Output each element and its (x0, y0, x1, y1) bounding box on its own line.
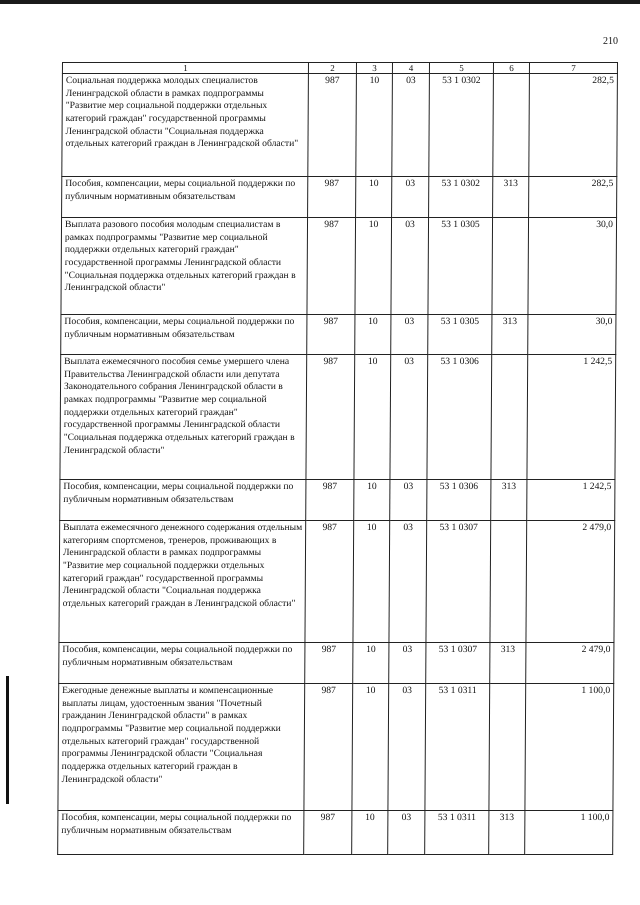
row-code-subsection: 03 (389, 521, 427, 643)
row-code-expense (490, 521, 527, 643)
row-description: Выплата ежемесячного пособия семье умершего члена Правительства Ленинградской области или депутата Законодательного собрания Ленинградской области в рамках подпрограммы "Развитие мер социальной поддержки отдельных категорий граждан" государственной программы Ленинградской области "Социальная поддержка отдельных категорий граждан в Ленинградской области" (60, 355, 307, 480)
table-row (62, 177, 617, 218)
row-code-target: 53 1 0302 (429, 177, 493, 218)
row-code-section: 10 (355, 218, 392, 315)
row-code-section: 10 (354, 355, 391, 480)
table-row (58, 811, 613, 855)
row-amount: 282,5 (529, 177, 617, 218)
row-code-admin: 987 (306, 355, 355, 480)
table-row (60, 355, 616, 480)
header-cell-5: 5 (429, 63, 493, 74)
row-code-section: 10 (353, 521, 390, 643)
row-code-subsection: 03 (390, 480, 427, 521)
row-description: Пособия, компенсации, меры социальной поддержки по публичным нормативным обязательствам (61, 315, 307, 355)
row-code-expense (492, 218, 529, 315)
row-code-subsection: 03 (388, 811, 425, 855)
row-amount: 282,5 (529, 74, 618, 177)
row-code-target: 53 1 0311 (425, 684, 490, 811)
row-code-subsection: 03 (388, 684, 426, 811)
row-code-target: 53 1 0307 (426, 643, 490, 684)
row-amount: 30,0 (528, 315, 616, 355)
row-amount: 30,0 (528, 218, 617, 315)
row-code-target: 53 1 0311 (425, 811, 489, 855)
row-amount: 2 479,0 (526, 521, 615, 643)
scan-edge-mark (6, 676, 9, 804)
row-code-admin: 987 (307, 218, 356, 315)
header-cell-1: 1 (62, 63, 308, 74)
row-description: Ежегодные денежные выплаты и компенсационные выплаты лицам, удостоенным звания "Почетный гражданин Ленинградской области" в рамках подпрограммы "Развитие мер социальной поддержки отдельных категорий граждан" государственной программы Ленинградской области "Социальная поддержка отдельных категорий граждан в Ленинградской области" (58, 684, 305, 811)
row-code-subsection: 03 (392, 177, 429, 218)
budget-table (57, 62, 618, 855)
row-code-admin: 987 (307, 315, 355, 355)
row-code-target: 53 1 0307 (426, 521, 491, 643)
row-code-subsection: 03 (391, 218, 429, 315)
row-description: Пособия, компенсации, меры социальной поддержки по публичным нормативным обязательствам (58, 811, 304, 855)
top-edge-rule (0, 0, 640, 4)
header-cell-6: 6 (493, 63, 529, 74)
header-cell-2: 2 (308, 63, 356, 74)
row-code-subsection: 03 (391, 315, 428, 355)
row-code-expense: 313 (489, 811, 525, 855)
row-code-admin: 987 (308, 74, 357, 177)
header-row (62, 63, 617, 74)
row-code-expense: 313 (491, 480, 527, 521)
table-row (60, 480, 615, 521)
row-code-section: 10 (353, 643, 389, 684)
row-amount: 1 100,0 (525, 684, 614, 811)
row-amount: 1 100,0 (525, 811, 613, 855)
row-code-expense: 313 (493, 177, 529, 218)
row-code-section: 10 (356, 74, 393, 177)
header-cell-3: 3 (356, 63, 392, 74)
row-code-target: 53 1 0302 (429, 74, 494, 177)
row-code-section: 10 (355, 315, 391, 355)
row-code-subsection: 03 (392, 74, 430, 177)
table-row (58, 684, 614, 811)
table-row (59, 521, 615, 643)
row-code-target: 53 1 0306 (427, 355, 492, 480)
table-row (61, 218, 617, 315)
row-code-expense (489, 684, 526, 811)
table-container (57, 62, 617, 846)
row-code-admin: 987 (304, 684, 353, 811)
row-code-target: 53 1 0306 (427, 480, 491, 521)
row-code-section: 10 (356, 177, 392, 218)
table-row (62, 74, 618, 177)
row-description: Выплата разового пособия молодым специалистам в рамках подпрограммы "Развитие мер социальной поддержки отдельных категорий граждан" государственной программы Ленинградской области "Социальная поддержка отдельных категорий граждан в Ленинградской области" (61, 218, 308, 315)
row-code-admin: 987 (306, 480, 354, 521)
row-code-section: 10 (352, 684, 389, 811)
page-number: 210 (603, 36, 618, 47)
row-code-admin: 987 (304, 811, 352, 855)
header-cell-7: 7 (529, 63, 617, 74)
row-description: Социальная поддержка молодых специалистов Ленинградской области в рамках подпрограммы "Развитие мер социальной поддержки отдельных категорий граждан" государственной программы Ленинградской области "Социальная поддержка отдельных категорий граждан в Ленинградской области" (62, 74, 309, 177)
row-code-section: 10 (352, 811, 388, 855)
row-description: Выплата ежемесячного денежного содержания отдельным категориям спортсменов, тренеров, проживающих в Ленинградской области в рамках подпрограммы "Развитие мер социальной поддержки отдельных категорий граждан" государственной программы Ленинградской области "Социальная поддержка отдельных категорий граждан в Ленинградской области" (59, 521, 306, 643)
row-code-admin: 987 (305, 521, 354, 643)
table-row (59, 643, 614, 684)
table-row (61, 315, 616, 355)
row-code-expense: 313 (492, 315, 528, 355)
row-code-expense (493, 74, 530, 177)
row-description: Пособия, компенсации, меры социальной поддержки по публичным нормативным обязательствам (62, 177, 308, 218)
header-cell-4: 4 (392, 63, 429, 74)
row-code-admin: 987 (305, 643, 353, 684)
row-code-expense: 313 (490, 643, 526, 684)
row-code-admin: 987 (308, 177, 356, 218)
row-amount: 1 242,5 (527, 355, 616, 480)
row-code-expense (491, 355, 528, 480)
row-description: Пособия, компенсации, меры социальной поддержки по публичным нормативным обязательствам (60, 480, 306, 521)
row-amount: 2 479,0 (526, 643, 614, 684)
row-code-subsection: 03 (389, 643, 426, 684)
row-code-section: 10 (354, 480, 390, 521)
row-code-target: 53 1 0305 (428, 218, 493, 315)
row-code-subsection: 03 (390, 355, 428, 480)
row-code-target: 53 1 0305 (428, 315, 492, 355)
row-description: Пособия, компенсации, меры социальной поддержки по публичным нормативным обязательствам (59, 643, 305, 684)
row-amount: 1 242,5 (527, 480, 615, 521)
